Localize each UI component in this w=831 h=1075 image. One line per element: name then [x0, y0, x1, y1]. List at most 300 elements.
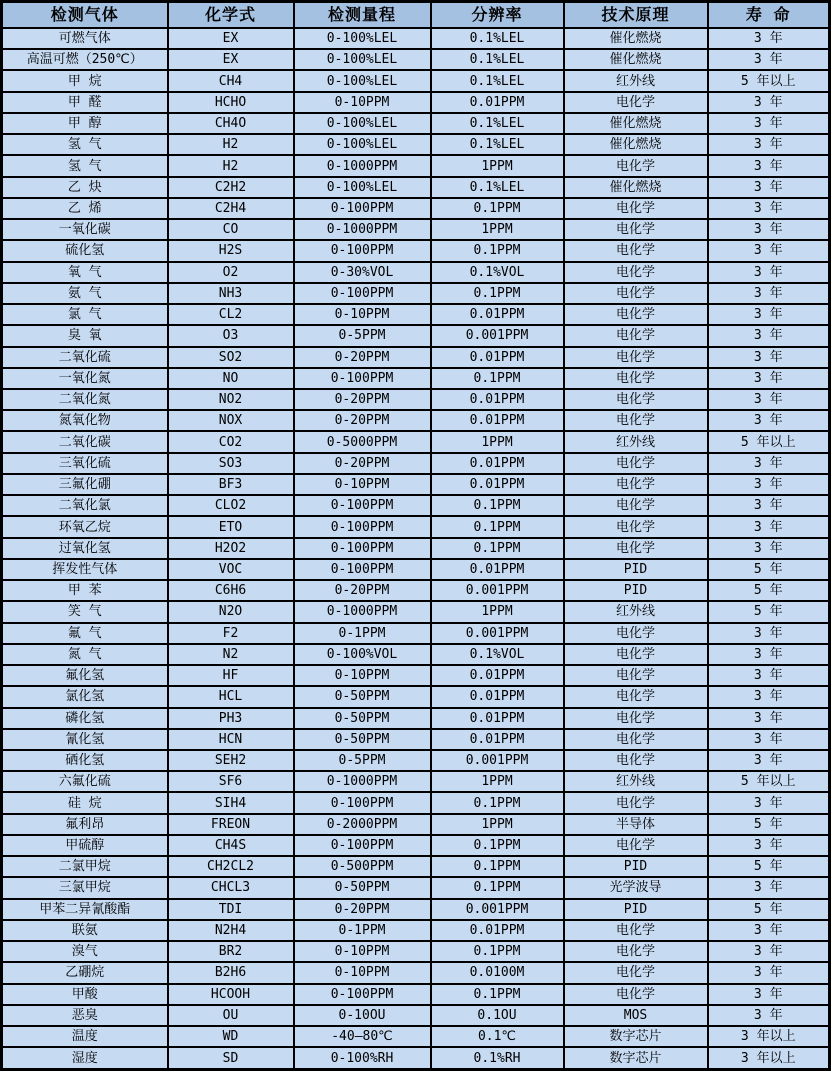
gas-name-cell: 三氯甲烷 [2, 877, 168, 898]
range-cell: 0-50PPM [294, 686, 431, 707]
gas-name-cell: 二氧化氯 [2, 495, 168, 516]
table-row [2, 113, 830, 134]
formula-cell: HCOOH [168, 984, 294, 1005]
resolution-cell: 0.1℃ [431, 1026, 564, 1047]
table-row [2, 155, 830, 176]
lifespan-cell: 3 年 [708, 538, 830, 559]
table-row [2, 219, 830, 240]
gas-name-cell: 联氨 [2, 920, 168, 941]
principle-cell: 催化燃烧 [564, 113, 708, 134]
lifespan-cell: 3 年 [708, 962, 830, 983]
header-row [2, 2, 830, 29]
gas-name-cell: 湿度 [2, 1047, 168, 1069]
principle-cell: 光学波导 [564, 877, 708, 898]
col-header-range: 检测量程 [294, 2, 431, 29]
gas-name-cell: 氯化氢 [2, 686, 168, 707]
lifespan-cell: 3 年 [708, 877, 830, 898]
col-header-formula: 化学式 [168, 2, 294, 29]
gas-name-cell: 氨 气 [2, 283, 168, 304]
col-header-principle: 技术原理 [564, 2, 708, 29]
table-row [2, 686, 830, 707]
formula-cell: B2H6 [168, 962, 294, 983]
principle-cell: 红外线 [564, 601, 708, 622]
resolution-cell: 0.1PPM [431, 877, 564, 898]
formula-cell: HF [168, 665, 294, 686]
formula-cell: SEH2 [168, 750, 294, 771]
principle-cell: 红外线 [564, 70, 708, 91]
resolution-cell: 0.1PPM [431, 835, 564, 856]
resolution-cell: 0.01PPM [431, 453, 564, 474]
resolution-cell: 0.001PPM [431, 899, 564, 920]
resolution-cell: 1PPM [431, 601, 564, 622]
principle-cell: 电化学 [564, 495, 708, 516]
table-row [2, 283, 830, 304]
resolution-cell: 1PPM [431, 771, 564, 792]
principle-cell: MOS [564, 1005, 708, 1026]
table-row [2, 453, 830, 474]
table-row [2, 538, 830, 559]
formula-cell: NH3 [168, 283, 294, 304]
principle-cell: 催化燃烧 [564, 177, 708, 198]
table-row [2, 1026, 830, 1047]
resolution-cell: 0.01PPM [431, 708, 564, 729]
principle-cell: 电化学 [564, 283, 708, 304]
principle-cell: 电化学 [564, 623, 708, 644]
table-row [2, 580, 830, 601]
lifespan-cell: 3 年 [708, 729, 830, 750]
range-cell: 0-100%LEL [294, 177, 431, 198]
formula-cell: CHCL3 [168, 877, 294, 898]
principle-cell: 电化学 [564, 347, 708, 368]
principle-cell: 电化学 [564, 665, 708, 686]
range-cell: 0-100PPM [294, 792, 431, 813]
gas-name-cell: 二氧化氮 [2, 389, 168, 410]
range-cell: 0-1PPM [294, 623, 431, 644]
gas-name-cell: 温度 [2, 1026, 168, 1047]
gas-name-cell: 硒化氢 [2, 750, 168, 771]
range-cell: 0-100%RH [294, 1047, 431, 1069]
range-cell: 0-1PPM [294, 920, 431, 941]
table-row [2, 962, 830, 983]
lifespan-cell: 3 年 [708, 177, 830, 198]
gas-name-cell: 磷化氢 [2, 708, 168, 729]
gas-name-cell: 乙 烯 [2, 198, 168, 219]
principle-cell: 电化学 [564, 198, 708, 219]
lifespan-cell: 3 年 [708, 49, 830, 70]
gas-name-cell: 挥发性气体 [2, 559, 168, 580]
lifespan-cell: 3 年 [708, 283, 830, 304]
table-row [2, 644, 830, 665]
lifespan-cell: 3 年 [708, 198, 830, 219]
resolution-cell: 0.1%RH [431, 1047, 564, 1069]
principle-cell: 电化学 [564, 920, 708, 941]
table-row [2, 792, 830, 813]
lifespan-cell: 3 年 [708, 134, 830, 155]
formula-cell: O3 [168, 325, 294, 346]
range-cell: 0-1000PPM [294, 155, 431, 176]
table-row [2, 389, 830, 410]
table-row [2, 474, 830, 495]
range-cell: 0-100%VOL [294, 644, 431, 665]
principle-cell: 电化学 [564, 750, 708, 771]
gas-name-cell: 氯 气 [2, 304, 168, 325]
table-row [2, 325, 830, 346]
resolution-cell: 0.1%LEL [431, 70, 564, 91]
lifespan-cell: 3 年以上 [708, 1026, 830, 1047]
formula-cell: OU [168, 1005, 294, 1026]
formula-cell: F2 [168, 623, 294, 644]
lifespan-cell: 3 年 [708, 941, 830, 962]
resolution-cell: 0.01PPM [431, 304, 564, 325]
range-cell: 0-5PPM [294, 750, 431, 771]
resolution-cell: 0.001PPM [431, 580, 564, 601]
resolution-cell: 0.1%LEL [431, 28, 564, 49]
formula-cell: H2O2 [168, 538, 294, 559]
lifespan-cell: 3 年 [708, 453, 830, 474]
lifespan-cell: 3 年 [708, 262, 830, 283]
table-row [2, 984, 830, 1005]
range-cell: 0-1000PPM [294, 601, 431, 622]
formula-cell: CLO2 [168, 495, 294, 516]
lifespan-cell: 3 年 [708, 113, 830, 134]
range-cell: 0-20PPM [294, 899, 431, 920]
range-cell: 0-10PPM [294, 474, 431, 495]
formula-cell: CH4 [168, 70, 294, 91]
range-cell: 0-100PPM [294, 240, 431, 261]
table-body [2, 28, 830, 1070]
lifespan-cell: 5 年 [708, 601, 830, 622]
formula-cell: CH4O [168, 113, 294, 134]
gas-name-cell: 氟利昂 [2, 814, 168, 835]
principle-cell: 电化学 [564, 325, 708, 346]
principle-cell: PID [564, 580, 708, 601]
principle-cell: 半导体 [564, 814, 708, 835]
formula-cell: C6H6 [168, 580, 294, 601]
table-row [2, 368, 830, 389]
table-row [2, 899, 830, 920]
gas-name-cell: 笑 气 [2, 601, 168, 622]
gas-name-cell: 乙 炔 [2, 177, 168, 198]
table-row [2, 835, 830, 856]
range-cell: 0-100PPM [294, 835, 431, 856]
range-cell: 0-1000PPM [294, 219, 431, 240]
range-cell: 0-20PPM [294, 580, 431, 601]
range-cell: 0-30%VOL [294, 262, 431, 283]
table-row [2, 941, 830, 962]
table-row [2, 240, 830, 261]
principle-cell: 电化学 [564, 389, 708, 410]
range-cell: 0-50PPM [294, 877, 431, 898]
gas-name-cell: 可燃气体 [2, 28, 168, 49]
lifespan-cell: 5 年 [708, 559, 830, 580]
principle-cell: 电化学 [564, 516, 708, 537]
table-row [2, 431, 830, 452]
range-cell: 0-100PPM [294, 198, 431, 219]
table-row [2, 856, 830, 877]
range-cell: 0-20PPM [294, 410, 431, 431]
table-row [2, 347, 830, 368]
gas-name-cell: 甲苯二异氰酸酯 [2, 899, 168, 920]
resolution-cell: 0.01PPM [431, 920, 564, 941]
principle-cell: 红外线 [564, 431, 708, 452]
lifespan-cell: 3 年 [708, 368, 830, 389]
resolution-cell: 0.1%VOL [431, 644, 564, 665]
lifespan-cell: 5 年 [708, 814, 830, 835]
formula-cell: ETO [168, 516, 294, 537]
formula-cell: CH2CL2 [168, 856, 294, 877]
lifespan-cell: 3 年 [708, 920, 830, 941]
col-header-resolution: 分辨率 [431, 2, 564, 29]
principle-cell: 电化学 [564, 686, 708, 707]
gas-name-cell: 硫化氢 [2, 240, 168, 261]
table-row [2, 814, 830, 835]
formula-cell: SO2 [168, 347, 294, 368]
resolution-cell: 0.1PPM [431, 941, 564, 962]
range-cell: 0-500PPM [294, 856, 431, 877]
principle-cell: 电化学 [564, 304, 708, 325]
range-cell: 0-10PPM [294, 304, 431, 325]
gas-name-cell: 氢 气 [2, 134, 168, 155]
gas-name-cell: 硅 烷 [2, 792, 168, 813]
range-cell: 0-100%LEL [294, 28, 431, 49]
gas-name-cell: 二氧化硫 [2, 347, 168, 368]
gas-name-cell: 甲 醇 [2, 113, 168, 134]
gas-name-cell: 一氧化碳 [2, 219, 168, 240]
resolution-cell: 1PPM [431, 814, 564, 835]
resolution-cell: 0.1PPM [431, 198, 564, 219]
resolution-cell: 0.1%VOL [431, 262, 564, 283]
formula-cell: BF3 [168, 474, 294, 495]
resolution-cell: 1PPM [431, 219, 564, 240]
resolution-cell: 0.1%LEL [431, 113, 564, 134]
resolution-cell: 0.1PPM [431, 283, 564, 304]
resolution-cell: 0.01PPM [431, 474, 564, 495]
gas-name-cell: 甲 烷 [2, 70, 168, 91]
resolution-cell: 0.01PPM [431, 665, 564, 686]
table-row [2, 495, 830, 516]
principle-cell: PID [564, 899, 708, 920]
principle-cell: 催化燃烧 [564, 49, 708, 70]
principle-cell: 电化学 [564, 835, 708, 856]
resolution-cell: 0.001PPM [431, 325, 564, 346]
formula-cell: CO2 [168, 431, 294, 452]
table-row [2, 920, 830, 941]
principle-cell: 电化学 [564, 708, 708, 729]
formula-cell: BR2 [168, 941, 294, 962]
table-row [2, 771, 830, 792]
lifespan-cell: 3 年 [708, 835, 830, 856]
formula-cell: HCL [168, 686, 294, 707]
formula-cell: CH4S [168, 835, 294, 856]
table-row [2, 177, 830, 198]
gas-name-cell: 氟化氢 [2, 665, 168, 686]
lifespan-cell: 3 年 [708, 665, 830, 686]
principle-cell: PID [564, 559, 708, 580]
gas-name-cell: 二氧化碳 [2, 431, 168, 452]
lifespan-cell: 3 年 [708, 410, 830, 431]
lifespan-cell: 3 年 [708, 750, 830, 771]
lifespan-cell: 5 年以上 [708, 771, 830, 792]
resolution-cell: 0.01PPM [431, 347, 564, 368]
formula-cell: TDI [168, 899, 294, 920]
lifespan-cell: 3 年 [708, 644, 830, 665]
formula-cell: C2H2 [168, 177, 294, 198]
principle-cell: 电化学 [564, 155, 708, 176]
resolution-cell: 0.1PPM [431, 856, 564, 877]
range-cell: 0-100%LEL [294, 70, 431, 91]
gas-name-cell: 三氟化硼 [2, 474, 168, 495]
table-row [2, 1005, 830, 1026]
range-cell: 0-10OU [294, 1005, 431, 1026]
resolution-cell: 0.1PPM [431, 984, 564, 1005]
range-cell: 0-100%LEL [294, 134, 431, 155]
principle-cell: 催化燃烧 [564, 134, 708, 155]
resolution-cell: 0.01PPM [431, 686, 564, 707]
principle-cell: 电化学 [564, 240, 708, 261]
resolution-cell: 0.1PPM [431, 495, 564, 516]
gas-name-cell: 氮氧化物 [2, 410, 168, 431]
principle-cell: 电化学 [564, 453, 708, 474]
principle-cell: 电化学 [564, 92, 708, 113]
resolution-cell: 0.1PPM [431, 368, 564, 389]
range-cell: 0-100PPM [294, 368, 431, 389]
lifespan-cell: 3 年 [708, 28, 830, 49]
principle-cell: 红外线 [564, 771, 708, 792]
resolution-cell: 0.1%LEL [431, 134, 564, 155]
formula-cell: WD [168, 1026, 294, 1047]
range-cell: -40—80℃ [294, 1026, 431, 1047]
table-row [2, 665, 830, 686]
principle-cell: 催化燃烧 [564, 28, 708, 49]
table-row [2, 1047, 830, 1069]
lifespan-cell: 3 年 [708, 686, 830, 707]
principle-cell: 数字芯片 [564, 1047, 708, 1069]
gas-name-cell: 三氧化硫 [2, 453, 168, 474]
resolution-cell: 0.001PPM [431, 750, 564, 771]
lifespan-cell: 3 年 [708, 92, 830, 113]
formula-cell: SIH4 [168, 792, 294, 813]
gas-name-cell: 高温可燃（250℃） [2, 49, 168, 70]
gas-name-cell: 过氧化氢 [2, 538, 168, 559]
table-row [2, 28, 830, 49]
principle-cell: 电化学 [564, 941, 708, 962]
formula-cell: O2 [168, 262, 294, 283]
range-cell: 0-20PPM [294, 389, 431, 410]
resolution-cell: 0.1%LEL [431, 177, 564, 198]
formula-cell: SD [168, 1047, 294, 1069]
formula-cell: H2 [168, 155, 294, 176]
principle-cell: 电化学 [564, 538, 708, 559]
range-cell: 0-5000PPM [294, 431, 431, 452]
lifespan-cell: 3 年 [708, 708, 830, 729]
principle-cell: 电化学 [564, 219, 708, 240]
principle-cell: 电化学 [564, 792, 708, 813]
range-cell: 0-100%LEL [294, 49, 431, 70]
lifespan-cell: 3 年 [708, 474, 830, 495]
formula-cell: EX [168, 49, 294, 70]
table-row [2, 92, 830, 113]
lifespan-cell: 5 年以上 [708, 70, 830, 91]
table-row [2, 601, 830, 622]
range-cell: 0-10PPM [294, 941, 431, 962]
range-cell: 0-100PPM [294, 559, 431, 580]
formula-cell: SO3 [168, 453, 294, 474]
lifespan-cell: 3 年 [708, 155, 830, 176]
formula-cell: VOC [168, 559, 294, 580]
formula-cell: CL2 [168, 304, 294, 325]
formula-cell: PH3 [168, 708, 294, 729]
range-cell: 0-10PPM [294, 962, 431, 983]
resolution-cell: 0.01PPM [431, 410, 564, 431]
gas-name-cell: 恶臭 [2, 1005, 168, 1026]
resolution-cell: 0.1OU [431, 1005, 564, 1026]
formula-cell: H2 [168, 134, 294, 155]
range-cell: 0-10PPM [294, 665, 431, 686]
resolution-cell: 0.01PPM [431, 729, 564, 750]
range-cell: 0-100PPM [294, 538, 431, 559]
gas-name-cell: 氮 气 [2, 644, 168, 665]
gas-name-cell: 环氧乙烷 [2, 516, 168, 537]
principle-cell: 数字芯片 [564, 1026, 708, 1047]
formula-cell: N2 [168, 644, 294, 665]
formula-cell: EX [168, 28, 294, 49]
formula-cell: NOX [168, 410, 294, 431]
lifespan-cell: 3 年 [708, 347, 830, 368]
table-row [2, 49, 830, 70]
table-row [2, 559, 830, 580]
lifespan-cell: 5 年以上 [708, 431, 830, 452]
gas-name-cell: 甲酸 [2, 984, 168, 1005]
gas-name-cell: 甲 苯 [2, 580, 168, 601]
lifespan-cell: 5 年 [708, 580, 830, 601]
range-cell: 0-100PPM [294, 495, 431, 516]
table-row [2, 262, 830, 283]
gas-name-cell: 氟 气 [2, 623, 168, 644]
resolution-cell: 0.1PPM [431, 516, 564, 537]
table-row [2, 729, 830, 750]
principle-cell: 电化学 [564, 368, 708, 389]
formula-cell: H2S [168, 240, 294, 261]
lifespan-cell: 5 年 [708, 899, 830, 920]
range-cell: 0-5PPM [294, 325, 431, 346]
col-header-gas: 检测气体 [2, 2, 168, 29]
gas-name-cell: 臭 氧 [2, 325, 168, 346]
resolution-cell: 0.1PPM [431, 792, 564, 813]
gas-name-cell: 氢 气 [2, 155, 168, 176]
range-cell: 0-2000PPM [294, 814, 431, 835]
principle-cell: 电化学 [564, 962, 708, 983]
lifespan-cell: 3 年 [708, 623, 830, 644]
formula-cell: SF6 [168, 771, 294, 792]
table-row [2, 516, 830, 537]
lifespan-cell: 3 年 [708, 792, 830, 813]
lifespan-cell: 3 年 [708, 495, 830, 516]
formula-cell: FREON [168, 814, 294, 835]
gas-name-cell: 溴气 [2, 941, 168, 962]
formula-cell: NO [168, 368, 294, 389]
resolution-cell: 0.01PPM [431, 559, 564, 580]
formula-cell: C2H4 [168, 198, 294, 219]
resolution-cell: 0.01PPM [431, 92, 564, 113]
formula-cell: HCHO [168, 92, 294, 113]
formula-cell: N2O [168, 601, 294, 622]
gas-name-cell: 氧 气 [2, 262, 168, 283]
gas-name-cell: 甲硫醇 [2, 835, 168, 856]
lifespan-cell: 3 年 [708, 1005, 830, 1026]
table-row [2, 134, 830, 155]
formula-cell: N2H4 [168, 920, 294, 941]
formula-cell: CO [168, 219, 294, 240]
